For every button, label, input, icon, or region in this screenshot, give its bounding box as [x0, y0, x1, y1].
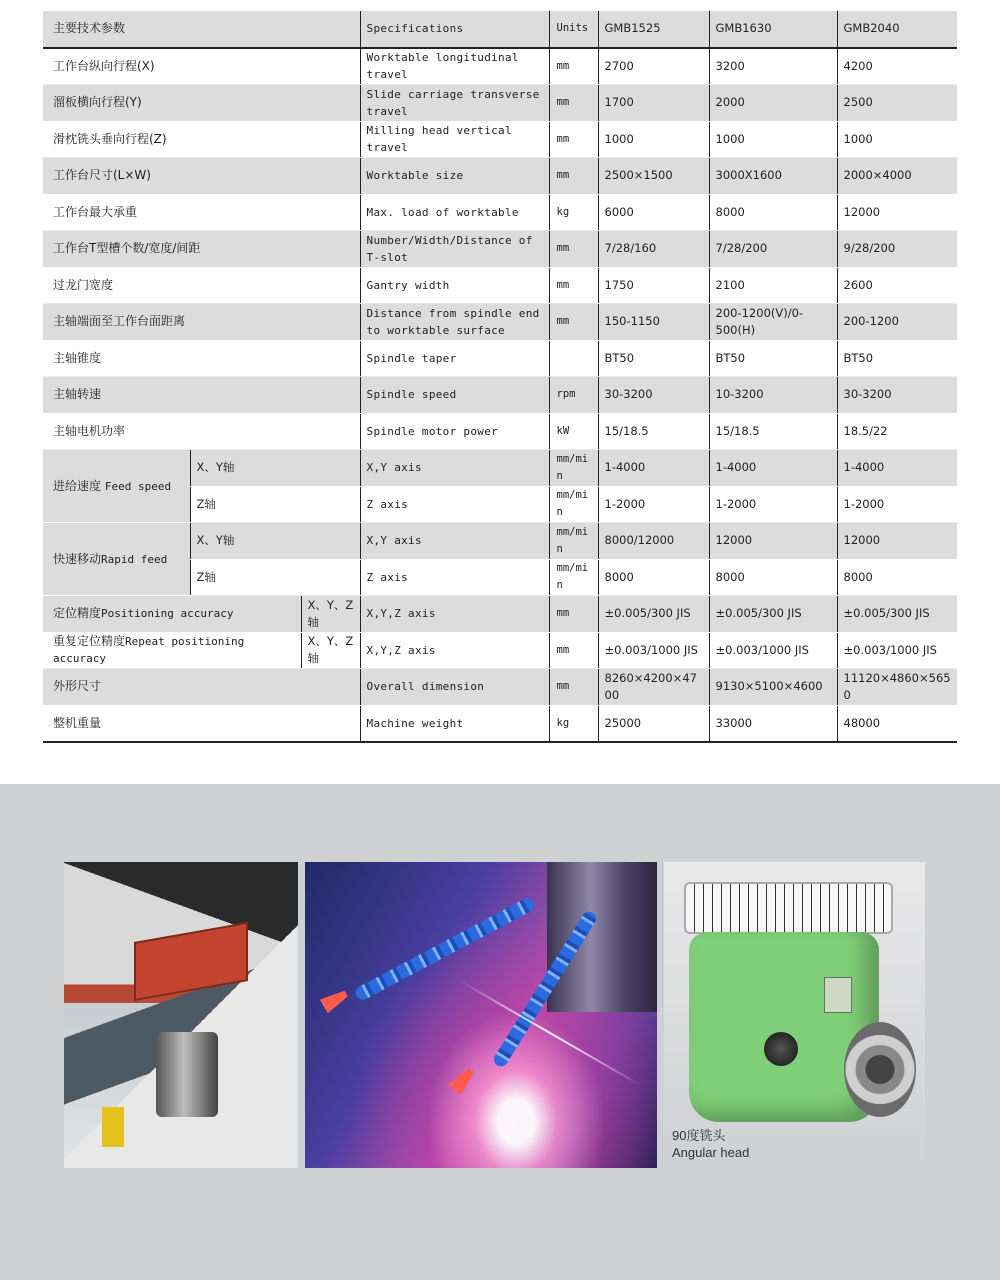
value-gmb1630: 15/18.5 [709, 413, 837, 450]
unit-cell: mm [549, 85, 598, 122]
coolant-nozzle [320, 987, 351, 1014]
header-gmb1630: GMB1630 [709, 11, 837, 48]
spec-chinese: 工作台纵向行程(X) [43, 48, 360, 85]
table-row [43, 231, 957, 268]
gearbox-housing [134, 922, 248, 1001]
spec-chinese: 主轴电机功率 [43, 413, 360, 450]
value-gmb1525: 1-4000 [598, 450, 709, 487]
spec-chinese: 主轴转速 [43, 377, 360, 414]
rapid-group-label [43, 523, 190, 596]
value-gmb1630: 1-4000 [709, 450, 837, 487]
value-gmb1525: 30-3200 [598, 377, 709, 414]
axis-sub-label: X、Y轴 [190, 450, 360, 487]
spec-chinese: 主轴锥度 [43, 340, 360, 377]
axis-sub-label: Z轴 [190, 559, 360, 596]
value-gmb1525: 2700 [598, 48, 709, 85]
unit-cell: mm [549, 121, 598, 158]
value-gmb2040: 30-3200 [837, 377, 957, 414]
spec-english: Spindle motor power [360, 413, 549, 450]
unit-cell: kg [549, 194, 598, 231]
angular-head-caption [672, 1127, 749, 1161]
angular-head-photo [664, 862, 925, 1168]
coolant-nozzle [449, 1065, 478, 1095]
axis-sub-label: X、Y轴 [190, 523, 360, 560]
spec-english: Distance from spindle end to worktable surface [360, 304, 549, 341]
value-gmb1630: 3000X1600 [709, 158, 837, 195]
yellow-tag [102, 1107, 124, 1147]
specifications-table [43, 11, 957, 743]
spec-chinese: 外形尺寸 [43, 669, 360, 706]
header-chinese: 主要技术参数 [43, 11, 360, 48]
repeat-label-cn: 重复定位精度 [53, 634, 126, 649]
spec-english: Gantry width [360, 267, 549, 304]
value-gmb1630: ±0.005/300 JIS [709, 596, 837, 633]
value-gmb2040: 18.5/22 [837, 413, 957, 450]
spec-english: Max. load of worktable [360, 194, 549, 231]
unit-cell: mm [549, 632, 598, 669]
spec-chinese: 主轴端面至工作台面距离 [43, 304, 360, 341]
value-gmb1525: 8000/12000 [598, 523, 709, 560]
caption-en: Angular head [672, 1145, 750, 1160]
table-row [43, 450, 957, 487]
spec-english: Z axis [360, 486, 549, 523]
value-gmb1525: 25000 [598, 705, 709, 742]
value-gmb1525: BT50 [598, 340, 709, 377]
caption-cn: 90度铣头 [672, 1128, 726, 1143]
spec-english: Slide carriage transverse travel [360, 85, 549, 122]
spec-chinese: 工作台最大承重 [43, 194, 360, 231]
value-gmb1630: 33000 [709, 705, 837, 742]
spec-english: X,Y,Z axis [360, 596, 549, 633]
value-gmb2040: 1000 [837, 121, 957, 158]
value-gmb2040: 2600 [837, 267, 957, 304]
table-row [43, 340, 957, 377]
axis-sub-label: X、Y、Z轴 [301, 632, 360, 669]
value-gmb1630: 10-3200 [709, 377, 837, 414]
unit-cell: mm [549, 158, 598, 195]
header-gmb2040: GMB2040 [837, 11, 957, 48]
spec-english: Worktable size [360, 158, 549, 195]
unit-cell: mm/min [549, 486, 598, 523]
value-gmb2040: 12000 [837, 523, 957, 560]
header-gmb1525: GMB1525 [598, 11, 709, 48]
header-units: Units [549, 11, 598, 48]
value-gmb2040: 200-1200 [837, 304, 957, 341]
value-gmb1630: 1000 [709, 121, 837, 158]
value-gmb1630: 2100 [709, 267, 837, 304]
rapid-label-cn: 快速移动 [53, 551, 102, 566]
spec-english: Spindle speed [360, 377, 549, 414]
table-row [43, 413, 957, 450]
unit-cell: kg [549, 705, 598, 742]
knob [764, 1032, 798, 1066]
spec-chinese: 滑枕铣头垂向行程(Z) [43, 121, 360, 158]
table-row [43, 596, 957, 633]
value-gmb2040: 4200 [837, 48, 957, 85]
value-gmb1525: ±0.003/1000 JIS [598, 632, 709, 669]
value-gmb1630: 7/28/200 [709, 231, 837, 268]
table-row [43, 705, 957, 742]
gearbox-photo [64, 862, 298, 1168]
spec-english: Worktable longitudinal travel [360, 48, 549, 85]
value-gmb1525: 1000 [598, 121, 709, 158]
table-row [43, 523, 957, 560]
value-gmb1525: 150-1150 [598, 304, 709, 341]
table-row [43, 121, 957, 158]
value-gmb1525: 15/18.5 [598, 413, 709, 450]
value-gmb1525: 2500×1500 [598, 158, 709, 195]
value-gmb1525: 8260×4200×4700 [598, 669, 709, 706]
value-gmb1630: 8000 [709, 559, 837, 596]
value-gmb1525: 6000 [598, 194, 709, 231]
spec-english: Number/Width/Distance of T-slot [360, 231, 549, 268]
unit-cell: mm [549, 304, 598, 341]
spec-chinese: 工作台尺寸(L×W) [43, 158, 360, 195]
positioning-label-en: Positioning accuracy [101, 607, 234, 621]
repeat-label [43, 632, 301, 669]
table-row [43, 85, 957, 122]
value-gmb1525: ±0.005/300 JIS [598, 596, 709, 633]
value-gmb2040: 1-2000 [837, 486, 957, 523]
value-gmb1630: 12000 [709, 523, 837, 560]
value-gmb1630: 3200 [709, 48, 837, 85]
table-row [43, 304, 957, 341]
spec-english: Z axis [360, 559, 549, 596]
unit-cell: mm/min [549, 523, 598, 560]
value-gmb1630: BT50 [709, 340, 837, 377]
header-specifications: Specifications [360, 11, 549, 48]
unit-cell: mm [549, 48, 598, 85]
unit-cell: mm/min [549, 559, 598, 596]
value-gmb1630: 1-2000 [709, 486, 837, 523]
value-gmb2040: 1-4000 [837, 450, 957, 487]
spec-english: Machine weight [360, 705, 549, 742]
value-gmb2040: 9/28/200 [837, 231, 957, 268]
value-gmb2040: 8000 [837, 559, 957, 596]
unit-cell: mm [549, 267, 598, 304]
value-gmb1630: 8000 [709, 194, 837, 231]
value-gmb2040: 2000×4000 [837, 158, 957, 195]
coolant-hose [353, 896, 536, 1002]
value-gmb1525: 1750 [598, 267, 709, 304]
positioning-label [43, 596, 301, 633]
spec-chinese: 溜板横向行程(Y) [43, 85, 360, 122]
table-row [43, 267, 957, 304]
table-row [43, 194, 957, 231]
table-row [43, 11, 957, 48]
repeat-label-en: Repeat positioning accuracy [53, 635, 245, 666]
spec-english: Overall dimension [360, 669, 549, 706]
value-gmb2040: 11120×4860×5650 [837, 669, 957, 706]
table-row [43, 632, 957, 669]
value-gmb2040: 12000 [837, 194, 957, 231]
name-plate [824, 977, 852, 1013]
axis-sub-label: Z轴 [190, 486, 360, 523]
value-gmb1630: 200-1200(V)/0-500(H) [709, 304, 837, 341]
coolant-spray-photo [305, 862, 657, 1168]
value-gmb1525: 7/28/160 [598, 231, 709, 268]
unit-cell: kW [549, 413, 598, 450]
spec-english: Milling head vertical travel [360, 121, 549, 158]
gearbox-shaft [156, 1032, 218, 1117]
table-row [43, 158, 957, 195]
value-gmb1630: ±0.003/1000 JIS [709, 632, 837, 669]
value-gmb1630: 9130×5100×4600 [709, 669, 837, 706]
photo-band [0, 784, 1000, 1280]
spec-english: Spindle taper [360, 340, 549, 377]
spec-chinese: 整机重量 [43, 705, 360, 742]
table-row [43, 669, 957, 706]
spindle-shape [547, 862, 657, 1012]
value-gmb1525: 1700 [598, 85, 709, 122]
unit-cell: mm [549, 596, 598, 633]
spindle-flange [844, 1022, 916, 1117]
value-gmb1525: 1-2000 [598, 486, 709, 523]
value-gmb2040: BT50 [837, 340, 957, 377]
rapid-label-en: Rapid feed [101, 552, 168, 566]
value-gmb1525: 8000 [598, 559, 709, 596]
spec-english: X,Y axis [360, 450, 549, 487]
value-gmb2040: 2500 [837, 85, 957, 122]
unit-cell: rpm [549, 377, 598, 414]
feed-label-en: Feed speed [104, 479, 172, 493]
spec-english: X,Y,Z axis [360, 632, 549, 669]
table-row [43, 377, 957, 414]
value-gmb2040: ±0.005/300 JIS [837, 596, 957, 633]
spec-chinese: 工作台T型槽个数/宽度/间距 [43, 231, 360, 268]
value-gmb2040: 48000 [837, 705, 957, 742]
value-gmb1630: 2000 [709, 85, 837, 122]
value-gmb2040: ±0.003/1000 JIS [837, 632, 957, 669]
table-row [43, 48, 957, 85]
unit-cell [549, 340, 598, 377]
axis-sub-label: X、Y、Z轴 [301, 596, 360, 633]
spec-english: X,Y axis [360, 523, 549, 560]
unit-cell: mm [549, 231, 598, 268]
unit-cell: mm [549, 669, 598, 706]
spec-chinese: 过龙门宽度 [43, 267, 360, 304]
feed-label-cn: 进给速度 [53, 478, 102, 493]
positioning-label-cn: 定位精度 [53, 606, 102, 621]
unit-cell: mm/min [549, 450, 598, 487]
graduated-dial [684, 882, 893, 934]
feed-group-label [43, 450, 190, 523]
